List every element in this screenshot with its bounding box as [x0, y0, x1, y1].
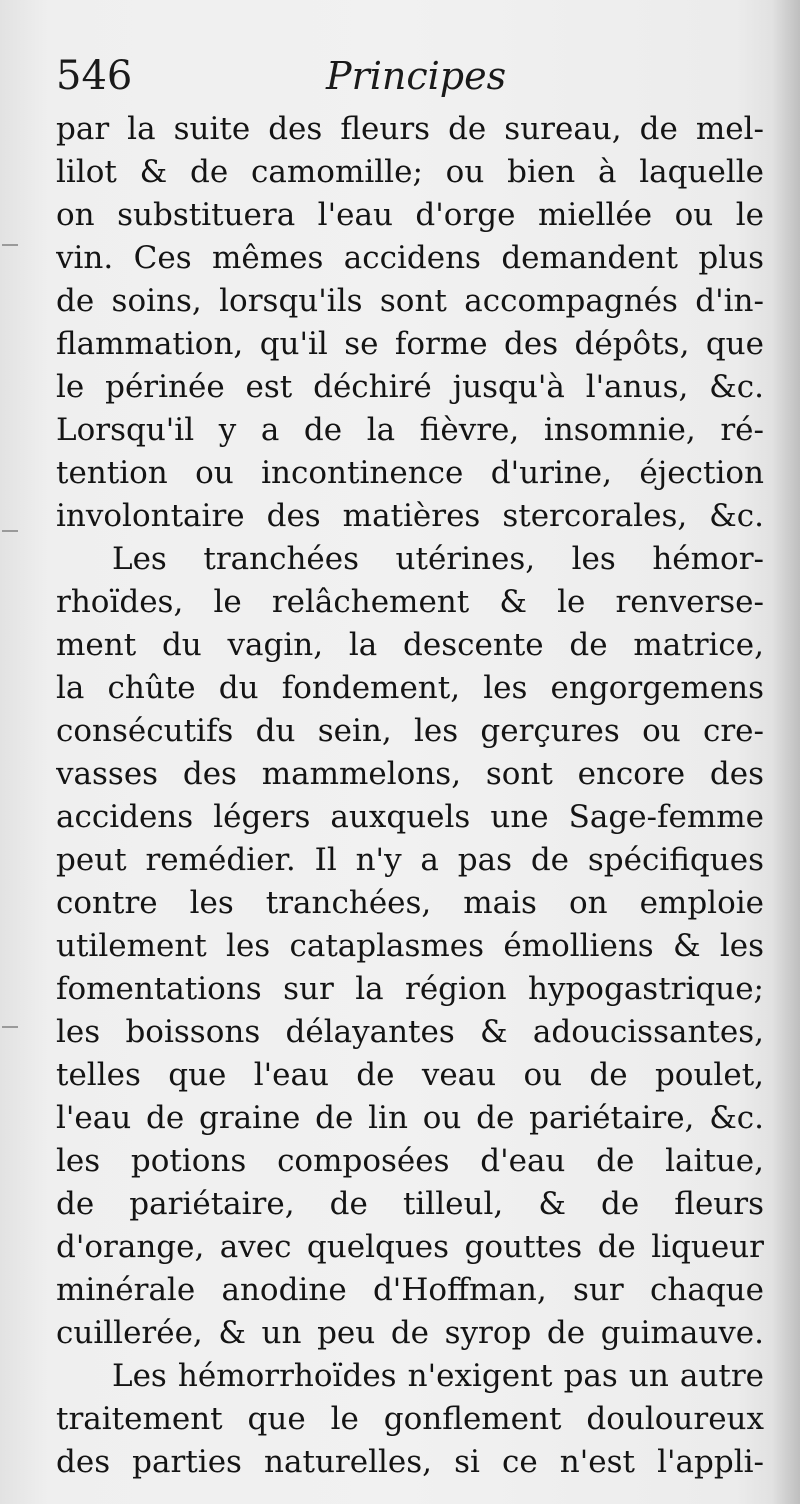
page-number: 546 [56, 53, 133, 99]
text-line: utilement les cataplasmes émolliens & les [56, 928, 764, 964]
text-line: accidens légers auxquels une Sage-femme [56, 799, 764, 835]
text-line: flammation, qu'il se forme des dépôts, que [56, 326, 764, 362]
text-line: vin. Ces mêmes accidens demandent plus [56, 240, 764, 276]
text-line: de pariétaire, de tilleul, & de fleurs [56, 1186, 764, 1222]
text-line: l'eau de graine de lin ou de pariétaire, &c. [56, 1100, 764, 1136]
text-line: minérale anodine d'Hoffman, sur chaque [56, 1272, 764, 1308]
text-line: Lorsqu'il y a de la fièvre, insomnie, ré- [56, 412, 764, 448]
paragraph-start-line: Les tranchées utérines, les hémor- [112, 541, 764, 577]
text-line: on substituera l'eau d'orge miellée ou le [56, 197, 764, 233]
text-line: les boissons délayantes & adoucissantes, [56, 1014, 764, 1050]
text-line: tention ou incontinence d'urine, éjection [56, 455, 764, 491]
margin-mark [2, 530, 18, 532]
body-text [56, 108, 764, 1484]
text-line: rhoïdes, le relâchement & le renverse- [56, 584, 764, 620]
running-title: Principes [326, 54, 507, 98]
text-line: telles que l'eau de veau ou de poulet, [56, 1057, 764, 1093]
text-line: contre les tranchées, mais on emploie [56, 885, 764, 921]
text-line: la chûte du fondement, les engorgemens [56, 670, 764, 706]
margin-mark [2, 244, 18, 246]
paragraph-start-line: Les hémorrhoïdes n'exigent pas un autre [112, 1358, 764, 1394]
text-line: peut remédier. Il n'y a pas de spécifiques [56, 842, 764, 878]
text-line: des parties naturelles, si ce n'est l'appli- [56, 1444, 764, 1480]
text-line: le périnée est déchiré jusqu'à l'anus, &c. [56, 369, 764, 405]
text-line: traitement que le gonflement douloureux [56, 1401, 764, 1437]
text-line: ment du vagin, la descente de matrice, [56, 627, 764, 663]
text-line: cuillerée, & un peu de syrop de guimauve. [56, 1315, 764, 1351]
margin-mark [2, 1026, 18, 1028]
text-line: fomentations sur la région hypogastrique; [56, 971, 764, 1007]
text-line: par la suite des fleurs de sureau, de mel- [56, 111, 764, 147]
text-line: involontaire des matières stercorales, &c. [56, 498, 764, 534]
text-line: les potions composées d'eau de laitue, [56, 1143, 764, 1179]
text-line: vasses des mammelons, sont encore des [56, 756, 764, 792]
text-line: consécutifs du sein, les gerçures ou cre- [56, 713, 764, 749]
text-line: de soins, lorsqu'ils sont accompagnés d'in- [56, 283, 764, 319]
page-edge-shadow [772, 0, 800, 1504]
page-header [56, 52, 760, 108]
text-line: lilot & de camomille; ou bien à laquelle [56, 154, 764, 190]
text-line: d'orange, avec quelques gouttes de liqueur [56, 1229, 764, 1265]
